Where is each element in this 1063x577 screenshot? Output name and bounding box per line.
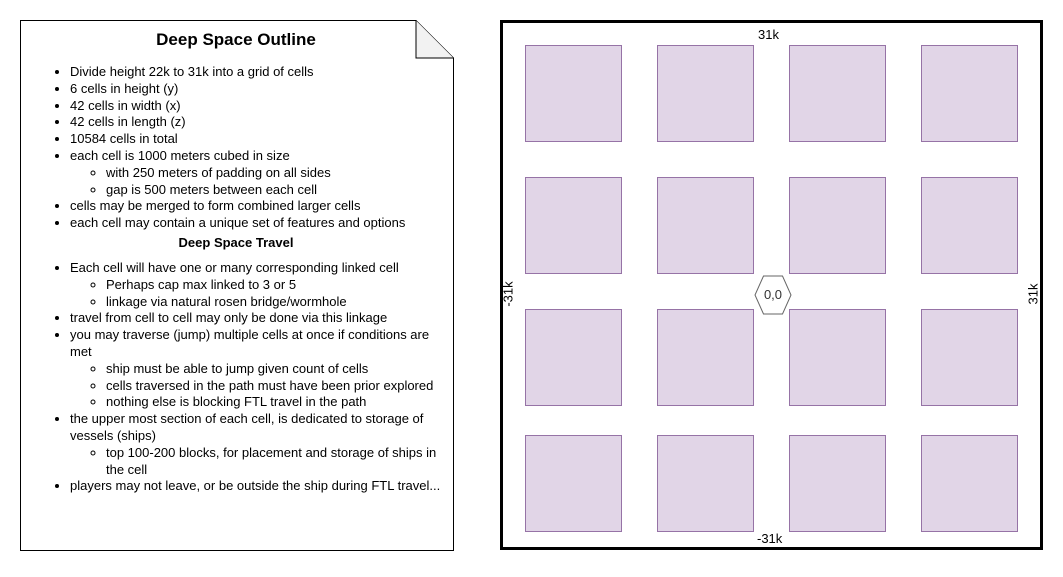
axis-label-right: 31k [1025, 283, 1041, 305]
outline-item-text: each cell may contain a unique set of features and options [70, 215, 406, 231]
grid-cell [525, 435, 622, 532]
note-content [20, 20, 454, 551]
outline-sublist [70, 165, 446, 199]
travel-item-text: players may not leave, or be outside the ship during FTL travel... [70, 478, 441, 494]
travel-item [70, 478, 446, 495]
outline-item [70, 81, 446, 98]
grid-cell [789, 45, 886, 142]
outline-item [70, 215, 446, 232]
grid-cell [525, 177, 622, 274]
outline-item [70, 198, 446, 215]
outline-item [70, 98, 446, 115]
grid-cell [657, 435, 754, 532]
grid-cell [525, 45, 622, 142]
grid-cell [657, 45, 754, 142]
travel-subitem: ◦ Perhaps cap max linked to 3 or 5 [106, 277, 446, 294]
outline-note [20, 20, 454, 551]
travel-subitem: ◦ ship must be able to jump given count of cells [106, 361, 446, 378]
travel-sublist [70, 277, 446, 311]
travel-item-text: Each cell will have one or many corresponding linked cell [70, 259, 399, 275]
outline-item-text: 6 cells in height (y) [70, 80, 179, 96]
travel-subitem: ◦ linkage via natural rosen bridge/wormhole [106, 294, 446, 311]
travel-item-text: you may traverse (jump) multiple cells at once if conditions are met [70, 327, 430, 359]
axis-label-bottom: -31k [757, 531, 783, 546]
outline-item-text: each cell is 1000 meters cubed in size [70, 147, 290, 163]
axis-label-left: -31k [500, 281, 516, 307]
outline-item [70, 114, 446, 131]
travel-list [36, 260, 446, 495]
grid-cell [921, 435, 1018, 532]
grid-cell [921, 177, 1018, 274]
outline-item-text: cells may be merged to form combined larger cells [70, 198, 361, 214]
travel-item [70, 411, 446, 478]
grid-cell [657, 177, 754, 274]
travel-item [70, 260, 446, 310]
travel-item [70, 310, 446, 327]
origin-label: 0,0 [763, 287, 783, 302]
outline-subitem: ◦ gap is 500 meters between each cell [106, 182, 446, 199]
travel-item-text: travel from cell to cell may only be done via this linkage [70, 310, 388, 326]
outline-item [70, 148, 446, 198]
grid-cell [789, 435, 886, 532]
outline-item-text: 42 cells in width (x) [70, 97, 181, 113]
travel-subitem: ◦ top 100-200 blocks, for placement and storage of ships in the cell [106, 445, 446, 479]
outline-item-text: Divide height 22k to 31k into a grid of cells [70, 64, 314, 79]
grid-cell [525, 309, 622, 406]
travel-item [70, 327, 446, 411]
travel-sublist [70, 361, 446, 411]
outline-item [70, 64, 446, 81]
travel-section-title: Deep Space Travel [178, 234, 294, 250]
outline-item-text: 42 cells in length (z) [70, 114, 186, 130]
outline-list [36, 64, 446, 232]
origin-marker [754, 275, 792, 315]
grid-cell [789, 309, 886, 406]
note-title: Deep Space Outline [156, 30, 316, 49]
grid-cell [921, 309, 1018, 406]
space-grid-map [500, 20, 1043, 550]
axis-label-top: 31k [758, 27, 779, 42]
travel-subitem: ◦ cells traversed in the path must have been prior explored [106, 378, 446, 395]
travel-sublist [70, 445, 446, 479]
grid-cell [921, 45, 1018, 142]
grid-cell [657, 309, 754, 406]
outline-subitem: ◦ with 250 meters of padding on all sides [106, 165, 446, 182]
outline-item-text: 10584 cells in total [70, 131, 178, 147]
travel-subitem: ◦ nothing else is blocking FTL travel in the path [106, 394, 446, 411]
outline-item [70, 131, 446, 148]
grid-cell [789, 177, 886, 274]
travel-item-text: the upper most section of each cell, is dedicated to storage of vessels (ships) [70, 411, 424, 443]
